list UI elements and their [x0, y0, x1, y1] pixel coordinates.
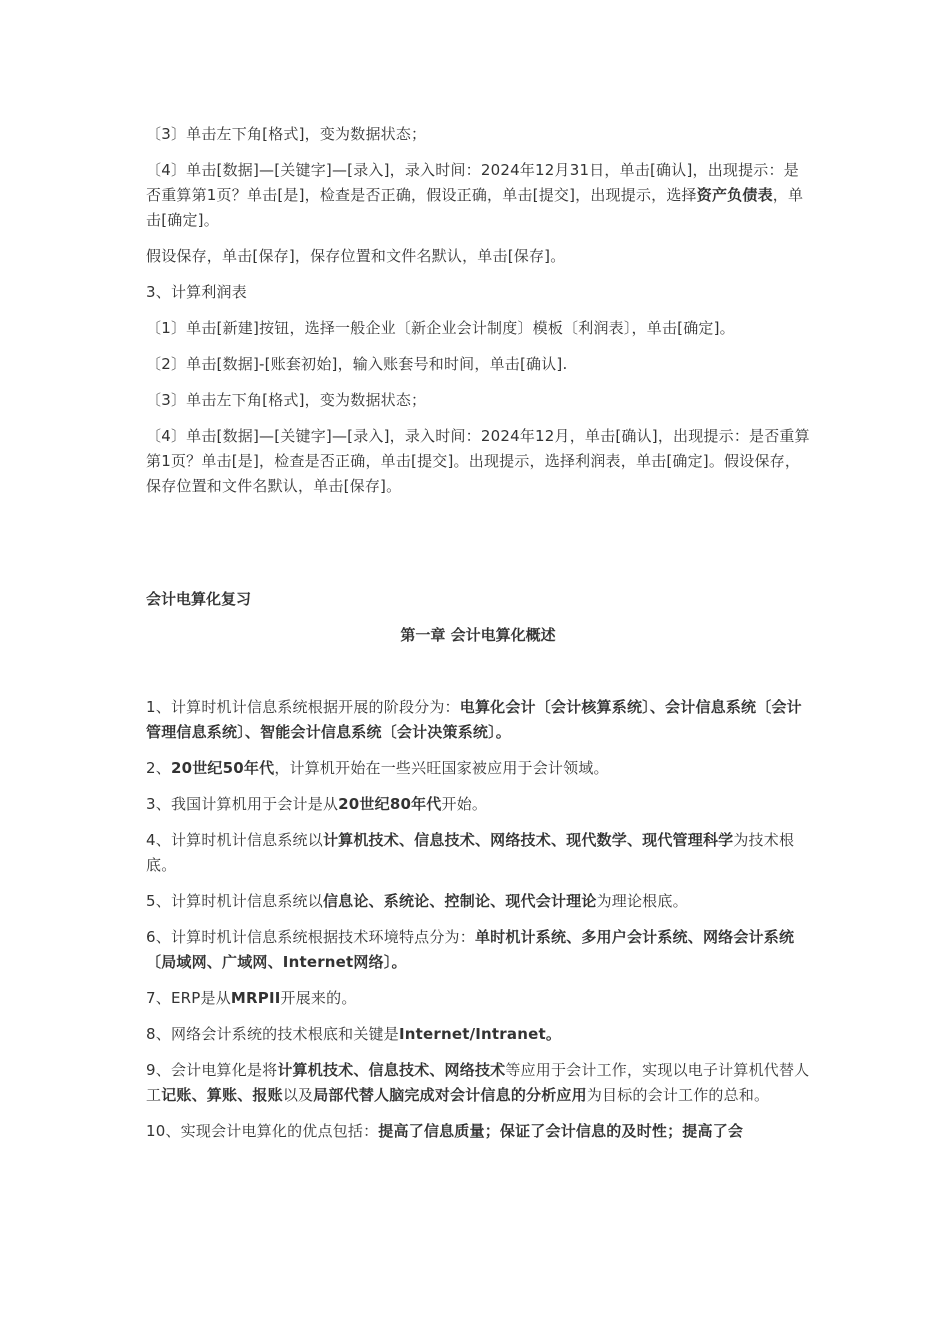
item-text: 8、网络会计系统的技术根底和关键是 [146, 1025, 399, 1043]
income-statement-heading: 3、计算利润表 [146, 283, 247, 301]
spacer [146, 648, 810, 695]
item-emphasis: 局部代替人脑完成对会计信息的分析应用 [313, 1086, 587, 1104]
step-3-format: 〔3〕单击左下角[格式]，变为数据状态； [146, 125, 427, 143]
item-text: 为目标的会计工作的总和。 [586, 1086, 770, 1104]
list-item-6 [146, 925, 810, 975]
item-text: 3、我国计算机用于会计是从 [146, 795, 339, 813]
item-text: 5、计算时机计信息系统以 [146, 892, 323, 910]
item-text: 为技术根底。 [146, 831, 795, 874]
item-emphasis: 信息论、系统论、控制论、现代会计理论 [322, 892, 597, 910]
item-emphasis: 20世纪80年代 [338, 795, 442, 813]
item-emphasis: 记账、算账、报账 [161, 1086, 283, 1104]
list-item-5 [146, 889, 810, 914]
step-4-text-end: ，单击[确定]。 [146, 186, 804, 229]
item-text: 1、计算时机计信息系统根据开展的阶段分为： [146, 698, 460, 716]
balance-sheet-term: 资产负债表 [696, 186, 773, 204]
list-item-4 [146, 828, 810, 878]
item-emphasis: 计算机技术、信息技术、网络技术、现代数学、现代管理科学 [322, 831, 734, 849]
save-instruction: 假设保存，单击[保存]，保存位置和文件名默认，单击[保存]。 [146, 247, 566, 265]
item-text: 以及 [282, 1086, 314, 1104]
item-text: 开始。 [441, 795, 488, 813]
income-step-2: 〔2〕单击[数据]-[账套初始]，输入账套号和时间，单击[确认]. [146, 355, 568, 373]
item-text: 为理论根底。 [596, 892, 688, 910]
item-emphasis: 提高了信息质量；保证了会计信息的及时性；提高了会 [378, 1122, 744, 1140]
spacer [146, 510, 810, 587]
chapter-title: 第一章 会计电算化概述 [400, 626, 556, 644]
item-text: 开展来的。 [280, 989, 357, 1007]
item-text: 9、会计电算化是将 [146, 1061, 278, 1079]
review-title: 会计电算化复习 [146, 590, 252, 608]
list-item-1 [146, 695, 810, 745]
item-emphasis: MRPII [230, 989, 281, 1007]
step-4-text: 〔4〕单击[数据]—[关键字]—[录入]，录入时间：2024年12月31日，单击[确认]，出现提示：是否重算第1页？单击[是]，检查是否正确，假设正确，单击[提交]，出现提示，选择 [146, 161, 799, 204]
item-emphasis: 20世纪50年代 [170, 759, 275, 777]
item-text: 6、计算时机计信息系统根据技术环境特点分为： [146, 928, 475, 946]
list-item-8 [146, 1022, 810, 1047]
list-item-10 [146, 1119, 810, 1144]
item-emphasis: 单时机计系统、多用户会计系统、网络会计系统〔局域网、广域网、Internet网络〕。 [146, 928, 795, 971]
item-text: 10、实现会计电算化的优点包括： [146, 1122, 379, 1140]
list-item-2 [146, 756, 810, 781]
list-item-9 [146, 1058, 810, 1108]
income-step-1: 〔1〕单击[新建]按钮，选择一般企业〔新企业会计制度〕模板〔利润表〕，单击[确定]。 [146, 319, 735, 337]
document-page [146, 122, 810, 1155]
item-text: 等应用于会计工作，实现以电子计算机代替人工 [146, 1061, 810, 1104]
item-text: 7、ERP是从 [146, 989, 231, 1007]
list-item-7 [146, 986, 810, 1011]
item-emphasis: 电算化会计〔会计核算系统〕、会计信息系统〔会计管理信息系统〕、智能会计信息系统〔会计决策系统〕。 [146, 698, 802, 741]
item-emphasis: 计算机技术、信息技术、网络技术 [277, 1061, 506, 1079]
item-text: 2、 [146, 759, 171, 777]
item-text: ，计算机开始在一些兴旺国家被应用于会计领域。 [274, 759, 609, 777]
list-item-3 [146, 792, 810, 817]
income-step-3: 〔3〕单击左下角[格式]，变为数据状态； [146, 391, 427, 409]
item-emphasis: Internet/Intranet。 [398, 1025, 562, 1043]
step-4-keyword-entry [146, 158, 810, 233]
income-step-4: 〔4〕单击[数据]—[关键字]—[录入]，录入时间：2024年12月，单击[确认]，出现提示：是否重算第1页？单击[是]，检查是否正确，单击[提交]。出现提示，选择利润表，单击[确定]。假设保存，保存位置和文件名默认，单击[保存]。 [146, 427, 810, 495]
item-text: 4、计算时机计信息系统以 [146, 831, 323, 849]
